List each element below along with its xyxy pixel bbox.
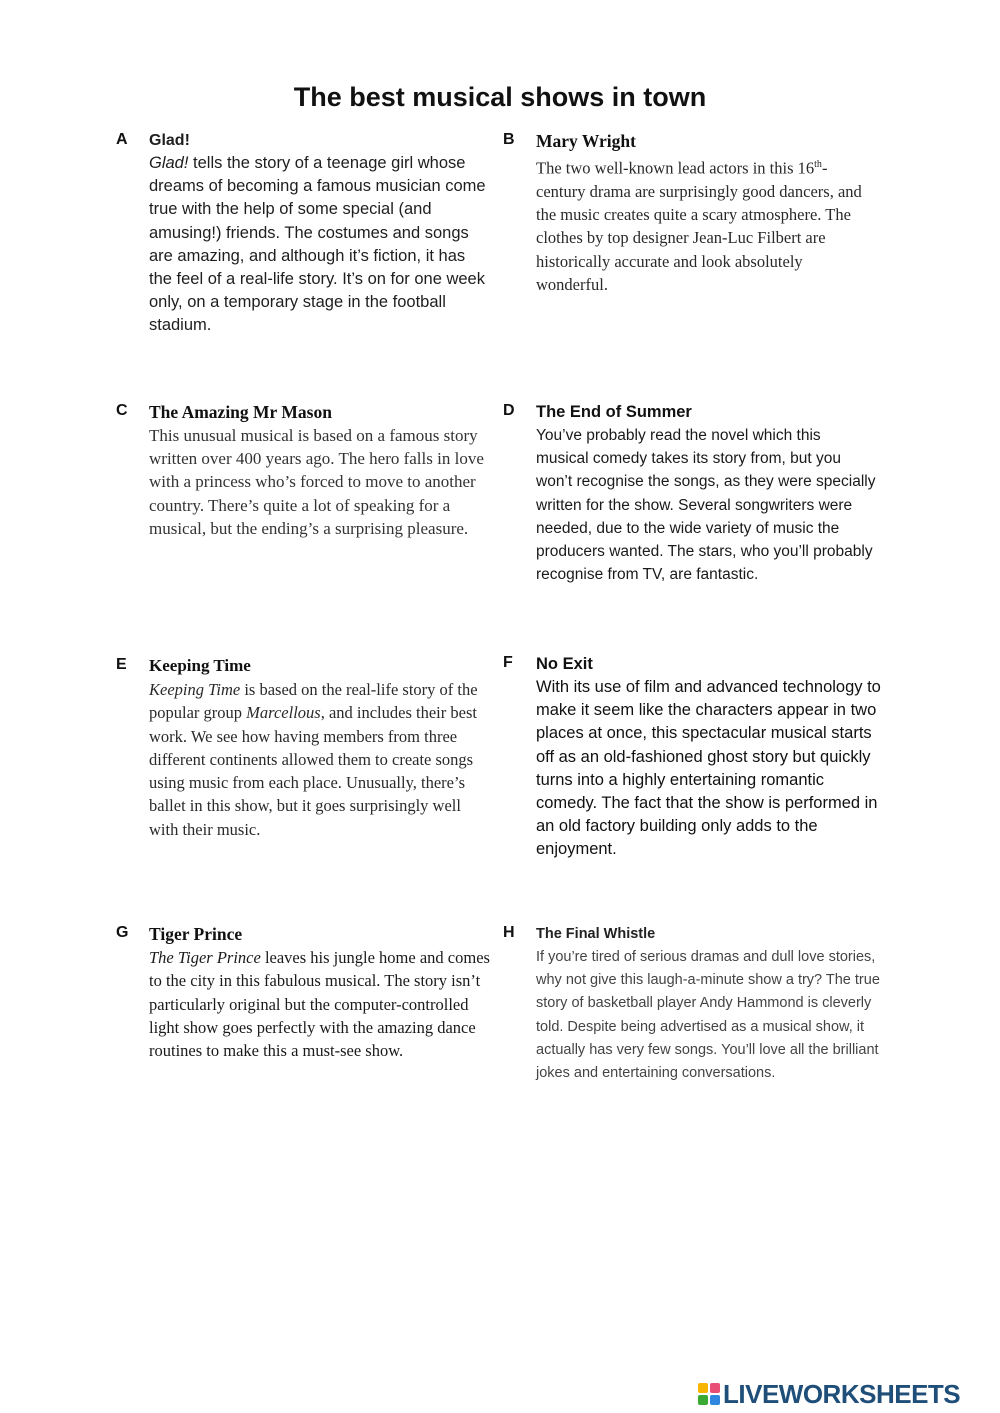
logo-text: LIVEWORKSHEETS xyxy=(723,1378,961,1409)
show-title: The Final Whistle xyxy=(536,926,656,942)
show-description: If you’re tired of serious dramas and dull love stories, why not give this laugh-a-minute show a try? The true story of basketball player Andy Hammond is cleverly told. Despite being advertised as a musical show, it actually has very few songs. You’ll love all the brilliant jokes and entertaining conversations. xyxy=(536,949,880,1082)
show-description: With its use of film and advanced technology to make it seem like the characters appear in two places at once, this spectacular musical starts off as an old-fashioned ghost story but quickly turns into a highly entertaining romantic comedy. The fact that the show is performed in an old factory building only adds to the enjoyment. xyxy=(536,678,881,859)
show-description: You’ve probably read the novel which this musical comedy takes its story from, but you won’t recognise the songs, as they were specially written for the show. Several songwriters were needed, due to the wide variety of music the producers wanted. The stars, who you’ll probably recognise from TV, are fantastic. xyxy=(536,427,876,584)
show-title: The Amazing Mr Mason xyxy=(149,402,332,422)
show-description: The two well-known lead actors in this 16th-century drama are surprisingly good dancers, and the music creates quite a scary atmosphere. The clothes by top designer Jean-Luc Filbert are historically accurate and look absolutely wonderful. xyxy=(536,158,862,294)
show-title-italic: Glad! xyxy=(149,154,189,172)
show-description: Glad! tells the story of a teenage girl whose dreams of becoming a famous musician come true with the help of some special (and amusing!) friends. The costumes and songs are amazing, and although it’s fiction, it has the feel of a real-life story. It’s on for one week only, on a temporary stage in the football stadium. xyxy=(149,154,486,335)
page-title: The best musical shows in town xyxy=(293,82,707,113)
show-description: This unusual musical is based on a famous story written over 400 years ago. The hero falls in love with a princess who’s forced to move to another country. There’s quite a lot of speaking for a musical, but the ending’s a surprising pleasure. xyxy=(149,426,484,538)
liveworksheets-logo[interactable] xyxy=(697,1380,960,1408)
item-letter: F xyxy=(503,654,513,671)
show-title: Glad! xyxy=(149,132,190,149)
item-letter: E xyxy=(116,656,127,673)
item-letter: A xyxy=(116,131,128,148)
liveworksheets-logo-icon xyxy=(697,1382,721,1406)
show-title: No Exit xyxy=(536,655,593,673)
show-title: Tiger Prince xyxy=(149,924,243,944)
logo-square-3 xyxy=(698,1395,708,1405)
item-letter: H xyxy=(503,924,515,941)
logo-square-2 xyxy=(710,1383,720,1393)
logo-square-4 xyxy=(710,1395,720,1405)
show-title: The End of Summer xyxy=(536,403,692,421)
show-description: Keeping Time is based on the real-life story of the popular group Marcellous, and includes their best work. We see how having members from three different continents allowed them to create songs using music from each place. Unusually, there’s ballet in this show, but it goes surprisingly well with their music. xyxy=(149,680,478,839)
item-letter: D xyxy=(503,402,515,419)
item-letter: C xyxy=(116,402,128,419)
item-letter: G xyxy=(116,924,129,941)
logo-square-1 xyxy=(698,1383,708,1393)
show-title: Keeping Time xyxy=(149,656,251,675)
item-letter: B xyxy=(503,131,515,148)
show-title: Mary Wright xyxy=(536,131,636,151)
show-description: The Tiger Prince leaves his jungle home and comes to the city in this fabulous musical. The story isn’t particularly original but the computer-controlled light show goes perfectly with the amazing dance routines to make this a must-see show. xyxy=(149,948,490,1061)
